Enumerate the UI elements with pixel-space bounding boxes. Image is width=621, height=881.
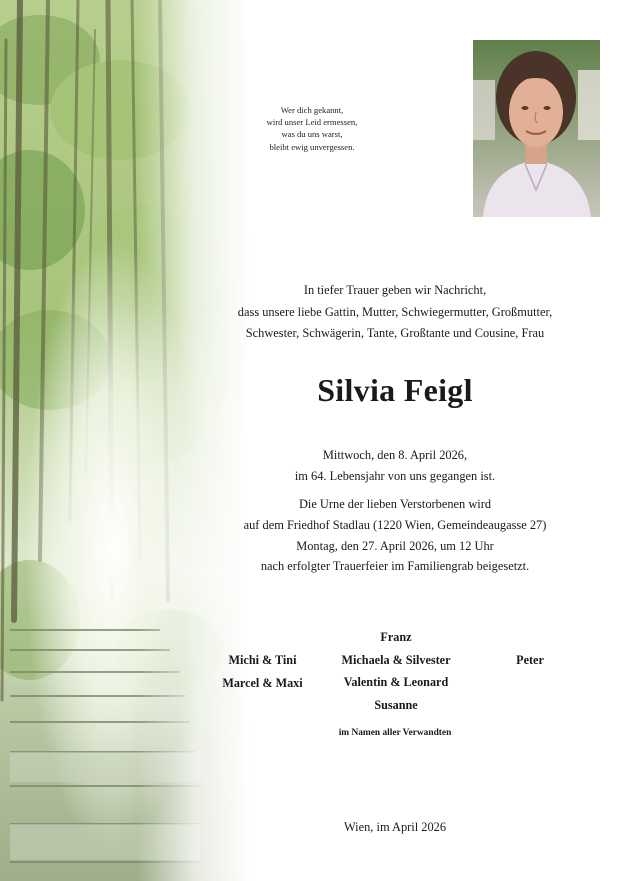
- place-date: Wien, im April 2026: [343, 820, 447, 834]
- family-member: Peter: [516, 653, 544, 667]
- deceased-name: Silvia Feigl: [317, 372, 473, 408]
- death-line: Mittwoch, den 8. April 2026,: [322, 448, 468, 462]
- forest-staircase-image: [0, 0, 250, 881]
- relatives-note: im Namen aller Verwandten: [338, 728, 452, 738]
- family-member: Franz: [380, 630, 412, 644]
- death-info: [200, 445, 590, 487]
- poem-line: was du uns warst,: [281, 129, 343, 140]
- announcement-intro: [200, 280, 590, 345]
- family-column-left: [205, 649, 320, 694]
- family-member: Michaela & Silvester: [341, 652, 451, 667]
- burial-line: Montag, den 27. April 2026, um 12 Uhr: [296, 538, 494, 553]
- death-line: im 64. Lebensjahr von uns gegangen ist.: [294, 468, 496, 483]
- burial-line: nach erfolgter Trauerfeier im Familiengrab beigesetzt.: [260, 559, 530, 574]
- poem-line: wird unser Leid ermessen,: [266, 117, 358, 128]
- family-member: Susanne: [374, 697, 418, 712]
- burial-info: [200, 494, 590, 577]
- burial-line: Die Urne der lieben Verstorbenen wird: [298, 497, 492, 511]
- intro-line: dass unsere liebe Gattin, Mutter, Schwiegermutter, Großmutter,: [237, 304, 553, 319]
- family-member: Valentin & Leonard: [343, 675, 449, 689]
- family-member: Michi & Tini: [228, 653, 297, 667]
- burial-line: auf dem Friedhof Stadlau (1220 Wien, Gemeindeaugasse 27): [243, 517, 547, 532]
- intro-line: Schwester, Schwägerin, Tante, Großtante und Cousine, Frau: [245, 326, 545, 340]
- portrait-photo: [473, 40, 600, 217]
- poem-line: Wer dich gekannt,: [280, 105, 344, 115]
- family-column-middle: [330, 626, 462, 716]
- family-member: Marcel & Maxi: [222, 675, 303, 690]
- poem-line: bleibt ewig unvergessen.: [269, 141, 355, 152]
- intro-line: In tiefer Trauer geben wir Nachricht,: [303, 283, 487, 297]
- family-column-right: [495, 649, 565, 672]
- memorial-poem: [232, 104, 392, 153]
